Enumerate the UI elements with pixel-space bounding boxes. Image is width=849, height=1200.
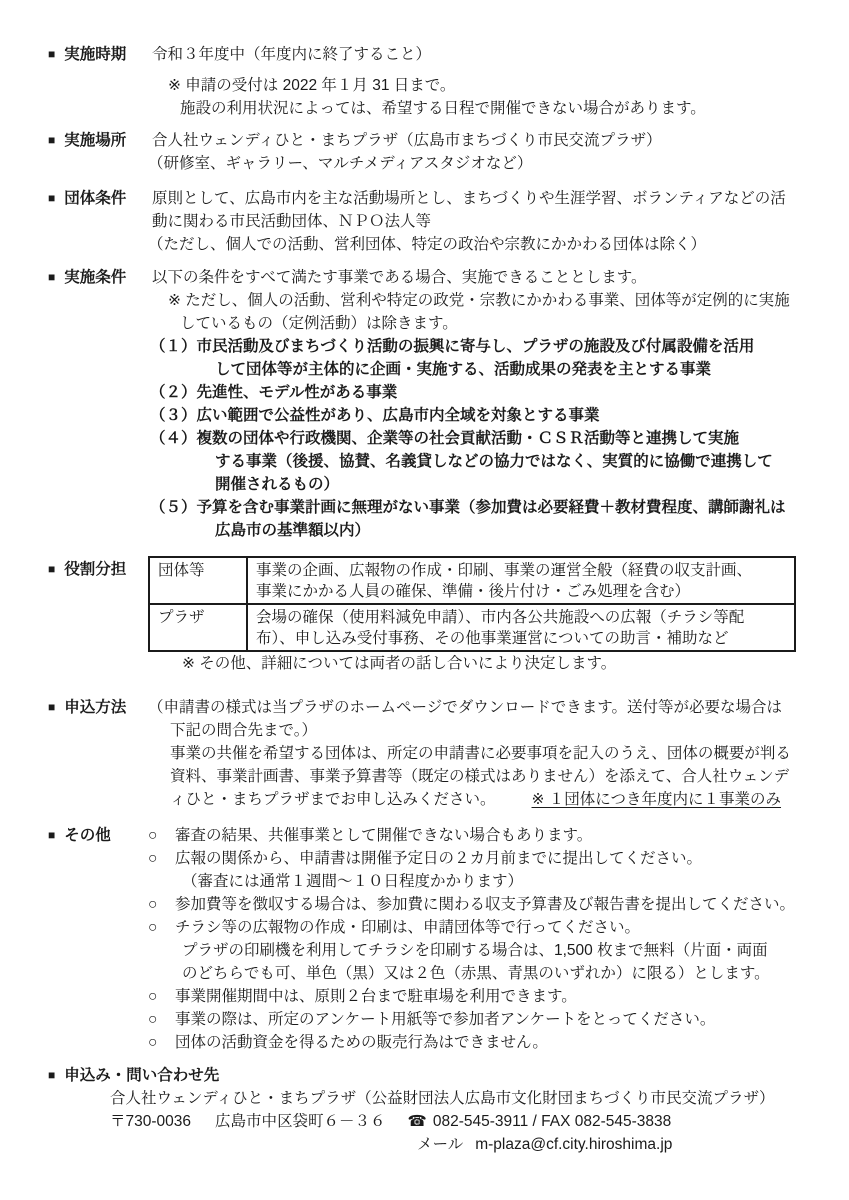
others-bullet-7-text: 団体の活動資金を得るための販売行為はできません。	[175, 1034, 548, 1051]
section-others-heading	[48, 824, 111, 847]
section-contact	[0, 1064, 849, 1156]
contact-mail-label: メール	[417, 1136, 464, 1153]
roles-row-group-line1: 事業の企画、広報物の作成・印刷、事業の運営全般（経費の収支計画、	[256, 562, 753, 579]
contact-phone-fax: 082-545-3911 / FAX 082-545-3838	[432, 1113, 672, 1130]
others-bullet-6-text: 事業の際は、所定のアンケート用紙等で参加者アンケートをとってください。	[175, 1011, 716, 1028]
contact-org-name: 合人社ウェンディひと・まちプラザ（公益財団法人広島市文化財団まちづくり市民交流プラザ）	[110, 1090, 775, 1107]
section-conditions-label: 実施条件	[64, 269, 127, 286]
others-bullet-1-text: 審査の結果、共催事業として開催できない場合もあります。	[175, 827, 593, 844]
apply-line3: 事業の共催を希望する団体は、所定の申請書に必要事項を記入のうえ、団体の概要が判る	[170, 745, 791, 762]
condition-item-4: （４）複数の団体や行政機関、企業等の社会貢献活動・ＣＳＲ活動等と連携して実施	[150, 430, 740, 447]
section-roles-label: 役割分担	[64, 561, 127, 578]
conditions-note: ※ ただし、個人の活動、営利や特定の政党・宗教にかかわる事業、団体等が定例的に実施	[168, 292, 790, 309]
roles-row-group-head-text: 団体等	[158, 562, 205, 579]
roles-note: ※ その他、詳細については両者の話し合いにより決定します。	[182, 655, 617, 672]
period-note-cont: 施設の利用状況によっては、希望する日程で開催できない場合があります。	[180, 100, 706, 117]
section-conditions-heading	[48, 266, 126, 289]
circle-bullet-icon: ○	[148, 919, 158, 936]
square-bullet-icon: ■	[48, 47, 56, 61]
others-bullet-4-text: チラシ等の広報物の作成・印刷は、申請団体等で行ってください。	[175, 919, 641, 936]
apply-line2: 下記の問合先まで。）	[170, 722, 317, 739]
condition-item-1-cont: して団体等が主体的に企画・実施する、活動成果の発表を主とする事業	[215, 361, 712, 378]
roles-row-group-line2: 事業にかかる人員の確保、準備・後片付け・ごみ処理を含む）	[256, 583, 691, 600]
section-roles	[0, 552, 849, 682]
condition-item-4-cont2: 開催されるもの）	[215, 476, 340, 493]
section-period-heading	[48, 43, 126, 66]
others-bullet-6	[148, 1008, 849, 1031]
section-apply-label: 申込方法	[64, 699, 127, 716]
section-contact-heading	[48, 1064, 219, 1087]
circle-bullet-icon: ○	[148, 988, 158, 1005]
apply-limit-note: ※ １団体につき年度内に１事業のみ	[531, 791, 782, 808]
section-group-heading	[48, 187, 126, 210]
conditions-intro: 以下の条件をすべて満たす事業である場合、実施できることとします。	[152, 269, 647, 286]
circle-bullet-icon: ○	[148, 896, 158, 913]
table-row	[149, 604, 795, 651]
square-bullet-icon: ■	[48, 270, 56, 284]
others-bullet-2-sub: （審査には通常１週間～１０日程度かかります）	[182, 873, 524, 890]
section-group-label: 団体条件	[64, 190, 127, 207]
condition-item-1: （１）市民活動及びまちづくり活動の振興に寄与し、プラザの施設及び付属設備を活用	[150, 338, 755, 355]
contact-mail-line	[417, 1133, 849, 1156]
apply-line4: 資料、事業計画書、事業予算書等（既定の様式はありません）を添えて、合人社ウェンデ	[170, 768, 790, 785]
others-bullet-4	[148, 916, 849, 939]
email-address: m-plaza@cf.city.hiroshima.jp	[475, 1136, 673, 1153]
group-exclusion-note: （ただし、個人での活動、営利団体、特定の政治や宗教にかかわる団体は除く）	[148, 236, 707, 253]
others-bullet-5	[148, 985, 849, 1008]
square-bullet-icon: ■	[48, 828, 56, 842]
roles-row-plaza-line1: 会場の確保（使用料減免申請）、市内各公共施設への広報（チラシ等配	[256, 609, 745, 626]
section-apply-heading	[48, 696, 126, 719]
group-line-cont: 動に関わる市民活動団体、ＮＰＯ法人等	[152, 213, 432, 230]
contact-zip: 〒730-0036	[110, 1113, 192, 1130]
apply-line1: （申請書の様式は当プラザのホームページでダウンロードできます。送付等が必要な場合は	[148, 699, 782, 716]
square-bullet-icon: ■	[48, 1068, 56, 1082]
period-line: 令和３年度中（年度内に終了すること）	[152, 46, 432, 63]
others-bullet-4-sub2: のどちらでも可、単色（黒）又は２色（赤黒、青黒のいずれか）に限る）とします。	[182, 965, 770, 982]
circle-bullet-icon: ○	[148, 827, 158, 844]
others-bullet-5-text: 事業開催期間中は、原則２台まで駐車場を利用できます。	[175, 988, 577, 1005]
circle-bullet-icon: ○	[148, 850, 158, 867]
section-others-label: その他	[64, 827, 111, 844]
section-apply	[0, 696, 849, 811]
roles-row-plaza-header	[149, 604, 247, 651]
section-place	[0, 129, 849, 175]
contact-address: 広島市中区袋町６－３６	[215, 1113, 386, 1130]
section-place-label: 実施場所	[64, 132, 127, 149]
square-bullet-icon: ■	[48, 562, 56, 576]
condition-item-4-cont: する事業（後援、協賛、名義貸しなどの協力ではなく、実質的に協働で連携して	[215, 453, 773, 470]
group-line: 原則として、広島市内を主な活動場所とし、まちづくりや生涯学習、ボランティアなどの活	[152, 190, 786, 207]
roles-row-plaza-head-text: プラザ	[158, 609, 205, 626]
others-bullet-1	[148, 824, 849, 847]
circle-bullet-icon: ○	[148, 1011, 158, 1028]
conditions-note-cont: しているもの（定例活動）は除きます。	[180, 315, 458, 332]
section-conditions	[0, 266, 849, 542]
section-others	[0, 824, 849, 1054]
roles-row-plaza-body	[247, 604, 795, 651]
section-period	[0, 43, 849, 120]
condition-item-2: （２）先進性、モデル性がある事業	[150, 384, 398, 401]
contact-address-line	[110, 1110, 849, 1133]
condition-item-5-cont: 広島市の基準額以内）	[215, 522, 371, 539]
place-line-cont: （研修室、ギャラリー、マルチメディアスタジオなど）	[148, 155, 533, 172]
section-place-heading	[48, 129, 126, 152]
roles-row-group-body	[247, 557, 795, 604]
apply-line5	[170, 788, 849, 811]
section-contact-label: 申込み・問い合わせ先	[64, 1067, 220, 1084]
section-period-label: 実施時期	[64, 46, 127, 63]
circle-bullet-icon: ○	[148, 1034, 158, 1051]
place-line: 合人社ウェンディひと・まちプラザ（広島市まちづくり市民交流プラザ）	[152, 132, 662, 149]
condition-item-3: （３）広い範囲で公益性があり、広島市内全域を対象とする事業	[150, 407, 600, 424]
square-bullet-icon: ■	[48, 700, 56, 714]
others-bullet-2	[148, 847, 849, 870]
condition-item-5: （５）予算を含む事業計画に無理がない事業（参加費は必要経費＋教材費程度、講師謝礼は	[150, 499, 786, 516]
others-bullet-7	[148, 1031, 849, 1054]
others-bullet-2-text: 広報の関係から、申請書は開催予定日の２カ月前までに提出してください。	[175, 850, 703, 867]
apply-line5-text: ィひと・まちプラザまでお申し込みください。	[170, 791, 496, 808]
others-bullet-4-sub1: プラザの印刷機を利用してチラシを印刷する場合は、1,500 枚まで無料（片面・両面	[182, 942, 768, 959]
period-note: ※ 申請の受付は 2022 年１月 31 日まで。	[168, 77, 456, 94]
others-bullet-3-text: 参加費等を徴収する場合は、参加費に関わる収支予算書及び報告書を提出してください。	[175, 896, 796, 913]
roles-row-group-header	[149, 557, 247, 604]
table-row	[149, 557, 795, 604]
section-roles-heading	[48, 558, 126, 581]
square-bullet-icon: ■	[48, 133, 56, 147]
section-group	[0, 187, 849, 256]
square-bullet-icon: ■	[48, 191, 56, 205]
others-bullet-3	[148, 893, 849, 916]
roles-table	[148, 556, 796, 652]
phone-icon: ☎	[407, 1113, 427, 1130]
roles-row-plaza-line2: 布）、申し込み受付事務、その他事業運営についての助言・補助など	[256, 630, 729, 647]
